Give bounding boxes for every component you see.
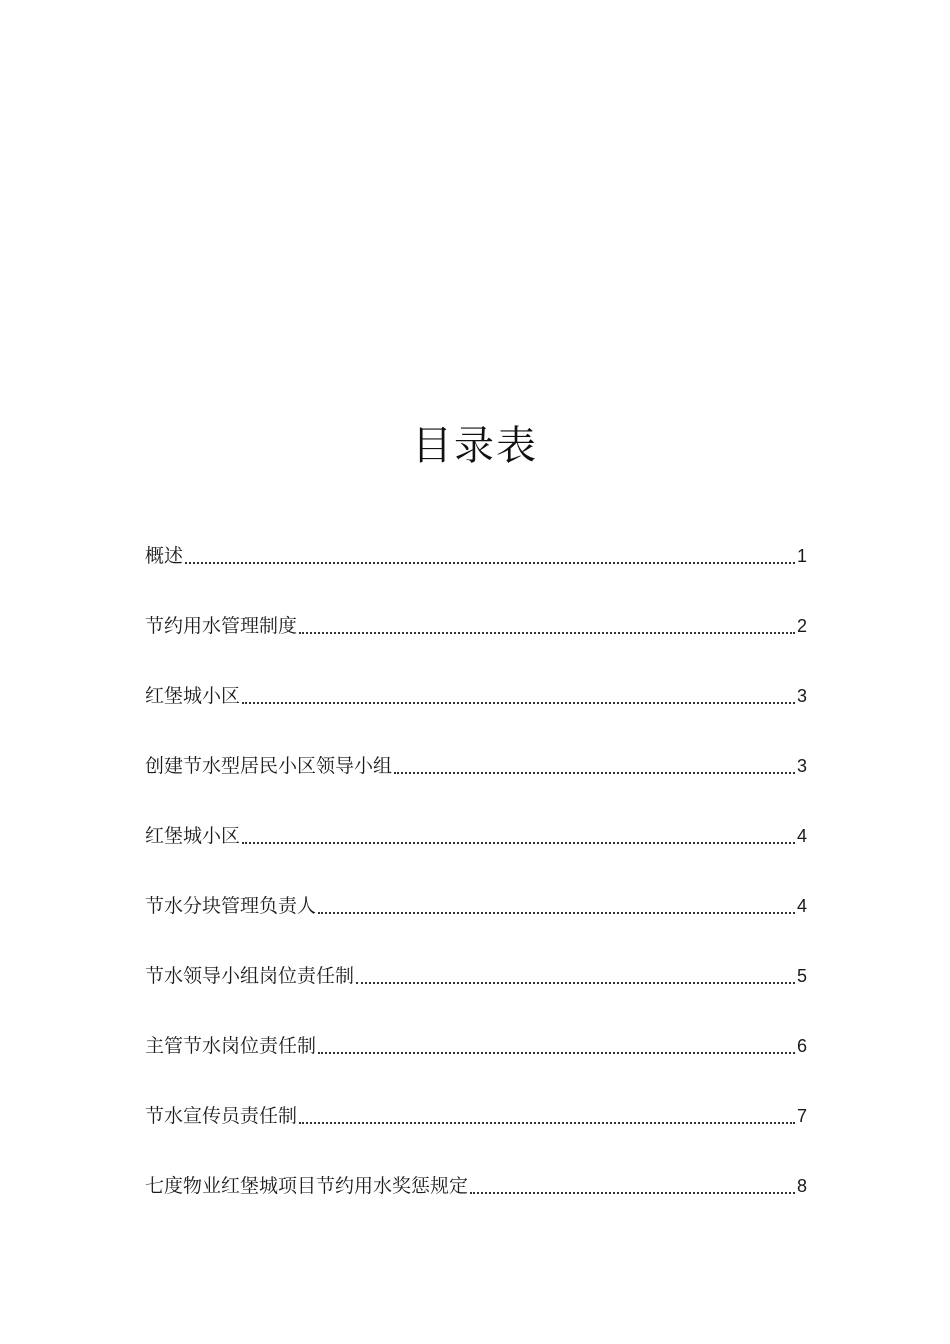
toc-entry-label: 红堡城小区 xyxy=(145,825,241,847)
toc-entry[interactable] xyxy=(145,852,807,922)
toc-entry[interactable] xyxy=(145,1132,807,1202)
toc-entry-label: 节水领导小组岗位责任制 xyxy=(145,965,355,987)
toc-entry-label: 节水宣传员责任制 xyxy=(145,1105,298,1127)
dot-leader xyxy=(318,912,795,914)
toc-entry-page: 3 xyxy=(796,686,807,706)
toc-entry[interactable] xyxy=(145,782,807,852)
toc-entry[interactable] xyxy=(145,642,807,712)
dot-leader xyxy=(394,772,795,774)
toc-entry-page: 2 xyxy=(796,616,807,636)
toc-entry-page: 5 xyxy=(796,966,807,986)
toc-list xyxy=(145,502,807,1202)
toc-entry[interactable] xyxy=(145,992,807,1062)
toc-entry-label: 节约用水管理制度 xyxy=(145,615,298,637)
toc-entry-page: 4 xyxy=(796,896,807,916)
toc-entry-label: 节水分块管理负责人 xyxy=(145,895,317,917)
toc-entry-page: 4 xyxy=(796,826,807,846)
dot-leader xyxy=(242,702,795,704)
dot-leader xyxy=(318,1052,795,1054)
dot-leader xyxy=(356,982,795,984)
dot-leader xyxy=(299,632,795,634)
toc-entry[interactable] xyxy=(145,502,807,572)
toc-entry-label: 主管节水岗位责任制 xyxy=(145,1035,317,1057)
dot-leader xyxy=(470,1192,795,1194)
toc-entry-label: 创建节水型居民小区领导小组 xyxy=(145,755,393,777)
toc-entry-page: 6 xyxy=(796,1036,807,1056)
toc-entry-page: 1 xyxy=(796,546,807,566)
dot-leader xyxy=(185,562,795,564)
dot-leader xyxy=(299,1122,795,1124)
toc-entry[interactable] xyxy=(145,572,807,642)
toc-entry-page: 7 xyxy=(796,1106,807,1126)
toc-entry-label: 红堡城小区 xyxy=(145,685,241,707)
toc-entry-label: 概述 xyxy=(145,545,184,567)
dot-leader xyxy=(242,842,795,844)
toc-entry-page: 3 xyxy=(796,756,807,776)
toc-title: 目录表 xyxy=(412,423,538,469)
toc-entry[interactable] xyxy=(145,1062,807,1132)
toc-entry-page: 8 xyxy=(796,1176,807,1196)
toc-entry-label: 七度物业红堡城项目节约用水奖惩规定 xyxy=(145,1175,469,1197)
toc-entry[interactable] xyxy=(145,922,807,992)
toc-entry[interactable] xyxy=(145,712,807,782)
